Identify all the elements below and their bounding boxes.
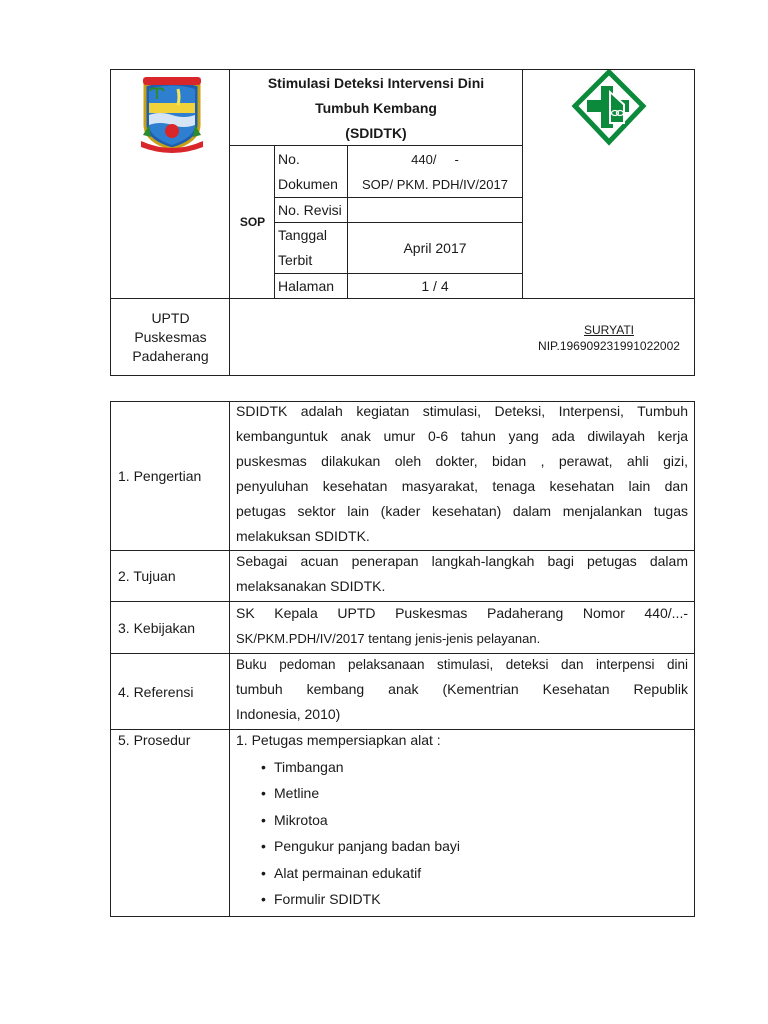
- list-item: • Formulir SDIDTK: [236, 886, 688, 913]
- text-line: tumbuh kembang anak (Kementrian Kesehatan Republik: [236, 681, 688, 697]
- title-line: (SDIDTK): [345, 124, 407, 141]
- tanggal-terbit-value: April 2017: [403, 239, 467, 256]
- section-label-kebijakan: 3. Kebijakan: [118, 619, 196, 636]
- prosedur-list: [236, 727, 688, 913]
- puskesmas-logo-icon: [571, 70, 647, 146]
- value-line: SOP/ PKM. PDH/IV/2017: [362, 176, 508, 192]
- divider: [522, 70, 523, 298]
- text-line: Indonesia, 2010): [236, 706, 341, 722]
- list-item: • Timbangan: [236, 754, 688, 781]
- tanggal-terbit-label: [275, 223, 347, 273]
- no-dokumen-value: [348, 146, 522, 197]
- list-item: • Mikrotoa: [236, 807, 688, 834]
- document-title: [230, 70, 522, 146]
- sop-header-table: [110, 69, 695, 376]
- section-text-referensi: [236, 652, 688, 727]
- label-line: Dokumen: [278, 175, 338, 192]
- text-line: kembanguntuk anak umur 0-6 tahun yang ada diwilayah kerja: [236, 428, 688, 444]
- divider: [229, 402, 230, 917]
- sop-content-table: [110, 401, 695, 917]
- section-text-tujuan: [236, 549, 688, 599]
- text-line: SK/PKM.PDH/IV/2017 tentang jenis-jenis pelayanan.: [236, 631, 541, 646]
- section-label-referensi: 4. Referensi: [118, 683, 194, 700]
- section-text-kebijakan: [236, 601, 688, 651]
- regency-emblem-icon: [137, 75, 207, 155]
- section-label-pengertian: 1. Pengertian: [118, 468, 202, 484]
- section-label-prosedur: 5. Prosedur: [118, 732, 191, 748]
- no-revisi-value: [348, 198, 522, 222]
- value-line: 440/ -: [411, 151, 459, 167]
- text-line: puskesmas dilakukan oleh dokter, bidan , perawat, ahli gizi,: [236, 453, 688, 469]
- prosedur-step: 1. Petugas mempersiapkan alat :: [236, 732, 441, 748]
- halaman-value: 1 / 4: [421, 277, 449, 294]
- list-item: • Alat permainan edukatif: [236, 860, 688, 887]
- label-line: Tanggal: [278, 227, 328, 243]
- no-dokumen-label: [275, 146, 347, 197]
- signatory-block: [522, 298, 696, 377]
- institution-name: [111, 298, 230, 377]
- text-line: Sebagai acuan penerapan langkah-langkah bagi petugas dalam: [236, 553, 688, 569]
- section-text-pengertian: [236, 399, 688, 549]
- institution-line: UPTD: [151, 310, 190, 326]
- text-line: SK Kepala UPTD Puskesmas Padaherang Nomor 440/...-: [236, 605, 688, 621]
- text-line: Buku pedoman pelaksanaan stimulasi, deteksi dan interpensi dini: [236, 657, 688, 672]
- text-line: melakuksan SDIDTK.: [236, 528, 370, 544]
- list-item: • Pengukur panjang badan bayi: [236, 833, 688, 860]
- text-line: SDIDTK adalah kegiatan stimulasi, Deteksi, Interpensi, Tumbuh: [236, 403, 688, 419]
- title-line: Stimulasi Deteksi Intervensi Dini: [267, 74, 485, 91]
- institution-line: Puskesmas: [134, 329, 207, 345]
- institution-line: Padaherang: [132, 348, 209, 364]
- list-item: • Metline: [236, 780, 688, 807]
- signatory-nip: NIP.196909231991022002: [538, 338, 680, 353]
- signatory-name: SURYATI: [583, 322, 634, 337]
- text-line: petugas sektor lain (kader kesehatan) dalam menjalankan tugas: [236, 503, 688, 519]
- text-line: penyuluhan kesehatan masyarakat, tenaga kesehatan lain dan: [236, 478, 688, 494]
- title-line: Tumbuh Kembang: [315, 99, 437, 116]
- sop-label: SOP: [239, 215, 266, 229]
- no-revisi-label: No. Revisi: [278, 201, 342, 218]
- label-line: Terbit: [278, 252, 313, 268]
- text-line: melaksanakan SDIDTK.: [236, 578, 386, 594]
- label-line: No.: [278, 150, 300, 167]
- halaman-label: Halaman: [278, 277, 335, 294]
- section-label-tujuan: 2. Tujuan: [118, 568, 176, 584]
